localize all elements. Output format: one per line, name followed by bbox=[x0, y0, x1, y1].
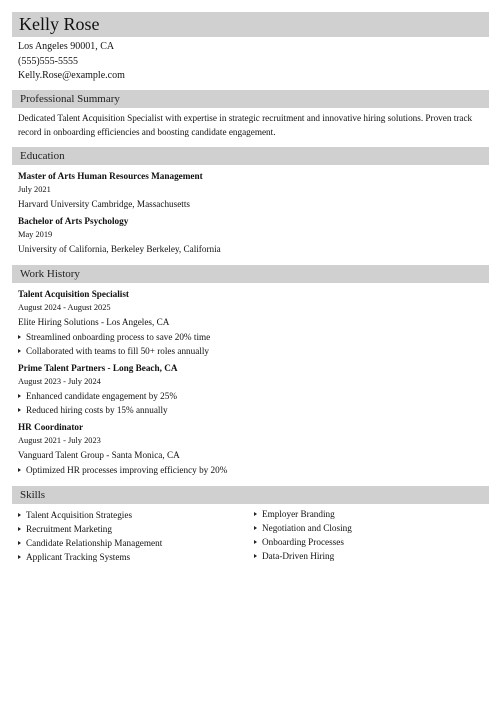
skill-text: Candidate Relationship Management bbox=[26, 538, 163, 548]
address: Los Angeles 90001, CA bbox=[18, 41, 115, 52]
bullet-text: Streamlined onboarding process to save 20% time bbox=[26, 332, 211, 342]
list-item bbox=[254, 549, 352, 563]
name-header bbox=[12, 12, 489, 37]
work-title: Work History bbox=[20, 268, 80, 280]
job-bullets bbox=[18, 330, 210, 358]
skill-text: Data-Driven Hiring bbox=[262, 551, 335, 561]
list-item bbox=[18, 508, 162, 522]
job-bullets bbox=[18, 463, 227, 477]
bullet-icon bbox=[18, 349, 21, 353]
list-item bbox=[18, 522, 162, 536]
list-item bbox=[18, 403, 177, 417]
education-date: May 2019 bbox=[18, 230, 53, 239]
list-item bbox=[18, 344, 210, 358]
job-dates: August 2021 - July 2023 bbox=[18, 436, 101, 445]
skills-list-right bbox=[254, 507, 352, 563]
skills-section-header bbox=[12, 486, 489, 504]
bullet-icon bbox=[18, 527, 21, 531]
candidate-name: Kelly Rose bbox=[19, 14, 100, 34]
skill-text: Talent Acquisition Strategies bbox=[26, 510, 133, 520]
list-item bbox=[18, 536, 162, 550]
work-section-header bbox=[12, 265, 489, 283]
bullet-icon bbox=[254, 540, 257, 544]
job-title: HR Coordinator bbox=[18, 422, 84, 432]
list-item bbox=[18, 463, 227, 477]
email: Kelly.Rose@example.com bbox=[18, 70, 125, 81]
list-item bbox=[254, 507, 352, 521]
skills-list-left bbox=[18, 508, 162, 564]
contact-info bbox=[18, 40, 125, 84]
list-item bbox=[18, 330, 210, 344]
bullet-text: Collaborated with teams to fill 50+ roles annually bbox=[26, 346, 210, 356]
bullet-icon bbox=[18, 394, 21, 398]
bullet-text: Enhanced candidate engagement by 25% bbox=[26, 391, 178, 401]
bullet-icon bbox=[18, 468, 21, 472]
bullet-icon bbox=[254, 554, 257, 558]
skill-text: Onboarding Processes bbox=[262, 537, 344, 547]
job-company: Vanguard Talent Group - Santa Monica, CA bbox=[18, 450, 180, 460]
skill-text: Negotiation and Closing bbox=[262, 523, 352, 533]
education-school: Harvard University Cambridge, Massachusetts bbox=[18, 199, 190, 209]
bullet-icon bbox=[18, 513, 21, 517]
skill-text: Recruitment Marketing bbox=[26, 524, 112, 534]
skill-text: Applicant Tracking Systems bbox=[26, 552, 131, 562]
summary-section-header bbox=[12, 90, 489, 108]
bullet-text: Reduced hiring costs by 15% annually bbox=[26, 405, 168, 415]
education-title: Education bbox=[20, 150, 65, 162]
job-title: Prime Talent Partners - Long Beach, CA bbox=[18, 363, 178, 373]
phone: (555)555-5555 bbox=[18, 55, 78, 67]
job-company: Elite Hiring Solutions - Los Angeles, CA bbox=[18, 317, 170, 327]
bullet-text: Optimized HR processes improving efficiency by 20% bbox=[26, 465, 228, 475]
summary-title: Professional Summary bbox=[20, 93, 120, 105]
bullet-icon bbox=[18, 408, 21, 412]
education-date: July 2021 bbox=[18, 185, 51, 194]
education-degree: Bachelor of Arts Psychology bbox=[18, 216, 129, 226]
list-item bbox=[18, 550, 162, 564]
bullet-icon bbox=[254, 512, 257, 516]
job-dates: August 2023 - July 2024 bbox=[18, 377, 101, 386]
skills-title: Skills bbox=[20, 489, 46, 501]
list-item bbox=[18, 389, 177, 403]
list-item bbox=[254, 521, 352, 535]
education-section-header bbox=[12, 147, 489, 165]
list-item bbox=[254, 535, 352, 549]
education-school: University of California, Berkeley Berkeley, California bbox=[18, 244, 221, 254]
job-bullets bbox=[18, 389, 177, 417]
job-dates: August 2024 - August 2025 bbox=[18, 303, 111, 312]
bullet-icon bbox=[18, 335, 21, 339]
education-degree: Master of Arts Human Resources Management bbox=[18, 171, 203, 181]
job-title: Talent Acquisition Specialist bbox=[18, 289, 129, 299]
summary-text: Dedicated Talent Acquisition Specialist with expertise in strategic recruitment and innovative hiring solutions. Proven track record in onboarding efficiencies and boosting candidate engagement. bbox=[18, 113, 473, 137]
bullet-icon bbox=[18, 541, 21, 545]
skill-text: Employer Branding bbox=[262, 509, 335, 519]
bullet-icon bbox=[254, 526, 257, 530]
bullet-icon bbox=[18, 555, 21, 559]
